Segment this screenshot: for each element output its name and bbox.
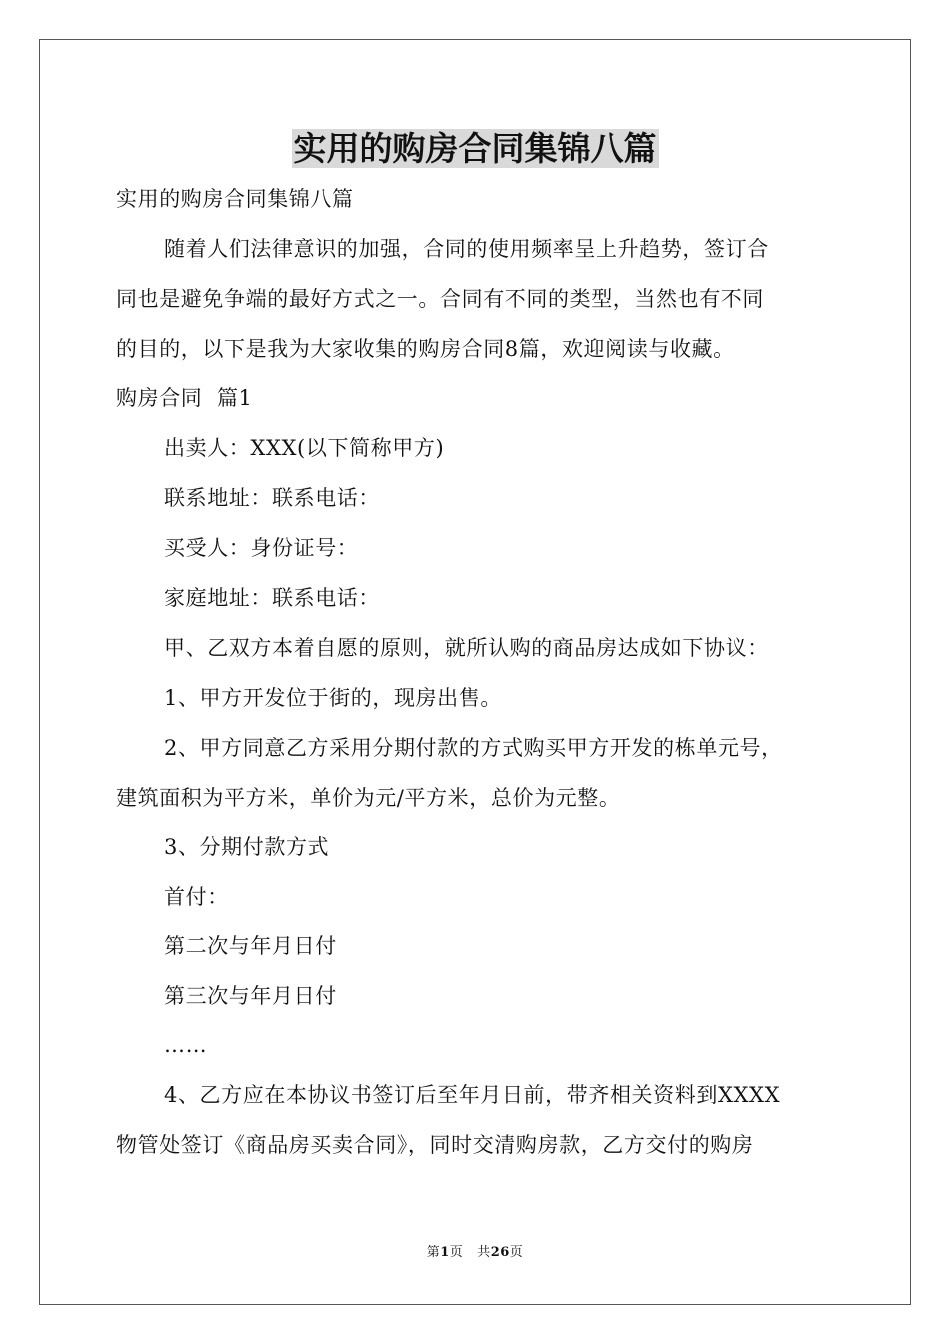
agreement-intro-line: 甲、乙双方本着自愿的原则，就所认购的商品房达成如下协议： — [164, 636, 769, 660]
page-footer — [0, 1244, 950, 1262]
down-payment-line: 首付： — [164, 885, 229, 909]
footer-total-prefix: 共 — [477, 1245, 491, 1260]
footer-total-suffix: 页 — [509, 1245, 524, 1260]
intro-line-1: 随着人们法律意识的加强，合同的使用频率呈上升趋势，签订合 — [164, 237, 769, 261]
footer-page-number: 1 — [440, 1245, 450, 1260]
second-payment-line: 第二次与年月日付 — [164, 934, 337, 958]
page-border — [39, 39, 911, 1305]
clause-4-line-1: 4、乙方应在本协议书签订后至年月日前，带齐相关资料到XXXX — [164, 1083, 781, 1107]
clause-4-line-2: 物管处签订《商品房买卖合同》，同时交清购房款，乙方交付的购房 — [116, 1133, 754, 1157]
footer-page-prefix: 第 — [426, 1245, 441, 1260]
third-payment-line: 第三次与年月日付 — [164, 984, 337, 1008]
clause-2-line-2: 建筑面积为平方米，单价为元/平方米，总价为元整。 — [116, 786, 621, 810]
buyer-address-line: 家庭地址：联系电话： — [164, 586, 380, 610]
document-subtitle: 实用的购房合同集锦八篇 — [116, 187, 354, 211]
ellipsis-line: …… — [164, 1033, 208, 1057]
footer-page-suffix: 页 — [449, 1245, 464, 1260]
clause-2-line-1: 2、甲方同意乙方采用分期付款的方式购买甲方开发的栋单元号， — [164, 736, 783, 760]
document-title: 实用的购房合同集锦八篇 — [293, 129, 657, 168]
footer-total-pages: 26 — [490, 1245, 510, 1260]
intro-line-2: 同也是避免争端的最好方式之一。合同有不同的类型，当然也有不同 — [116, 287, 764, 311]
seller-line: 出卖人：XXX(以下简称甲方) — [164, 436, 445, 460]
section-heading: 购房合同 篇1 — [116, 386, 253, 410]
buyer-line: 买受人：身份证号： — [164, 536, 359, 560]
clause-3: 3、分期付款方式 — [164, 835, 330, 859]
seller-contact-line: 联系地址：联系电话： — [164, 486, 380, 510]
clause-1: 1、甲方开发位于街的，现房出售。 — [164, 686, 502, 710]
intro-line-3: 的目的，以下是我为大家收集的购房合同8篇，欢迎阅读与收藏。 — [116, 337, 735, 361]
